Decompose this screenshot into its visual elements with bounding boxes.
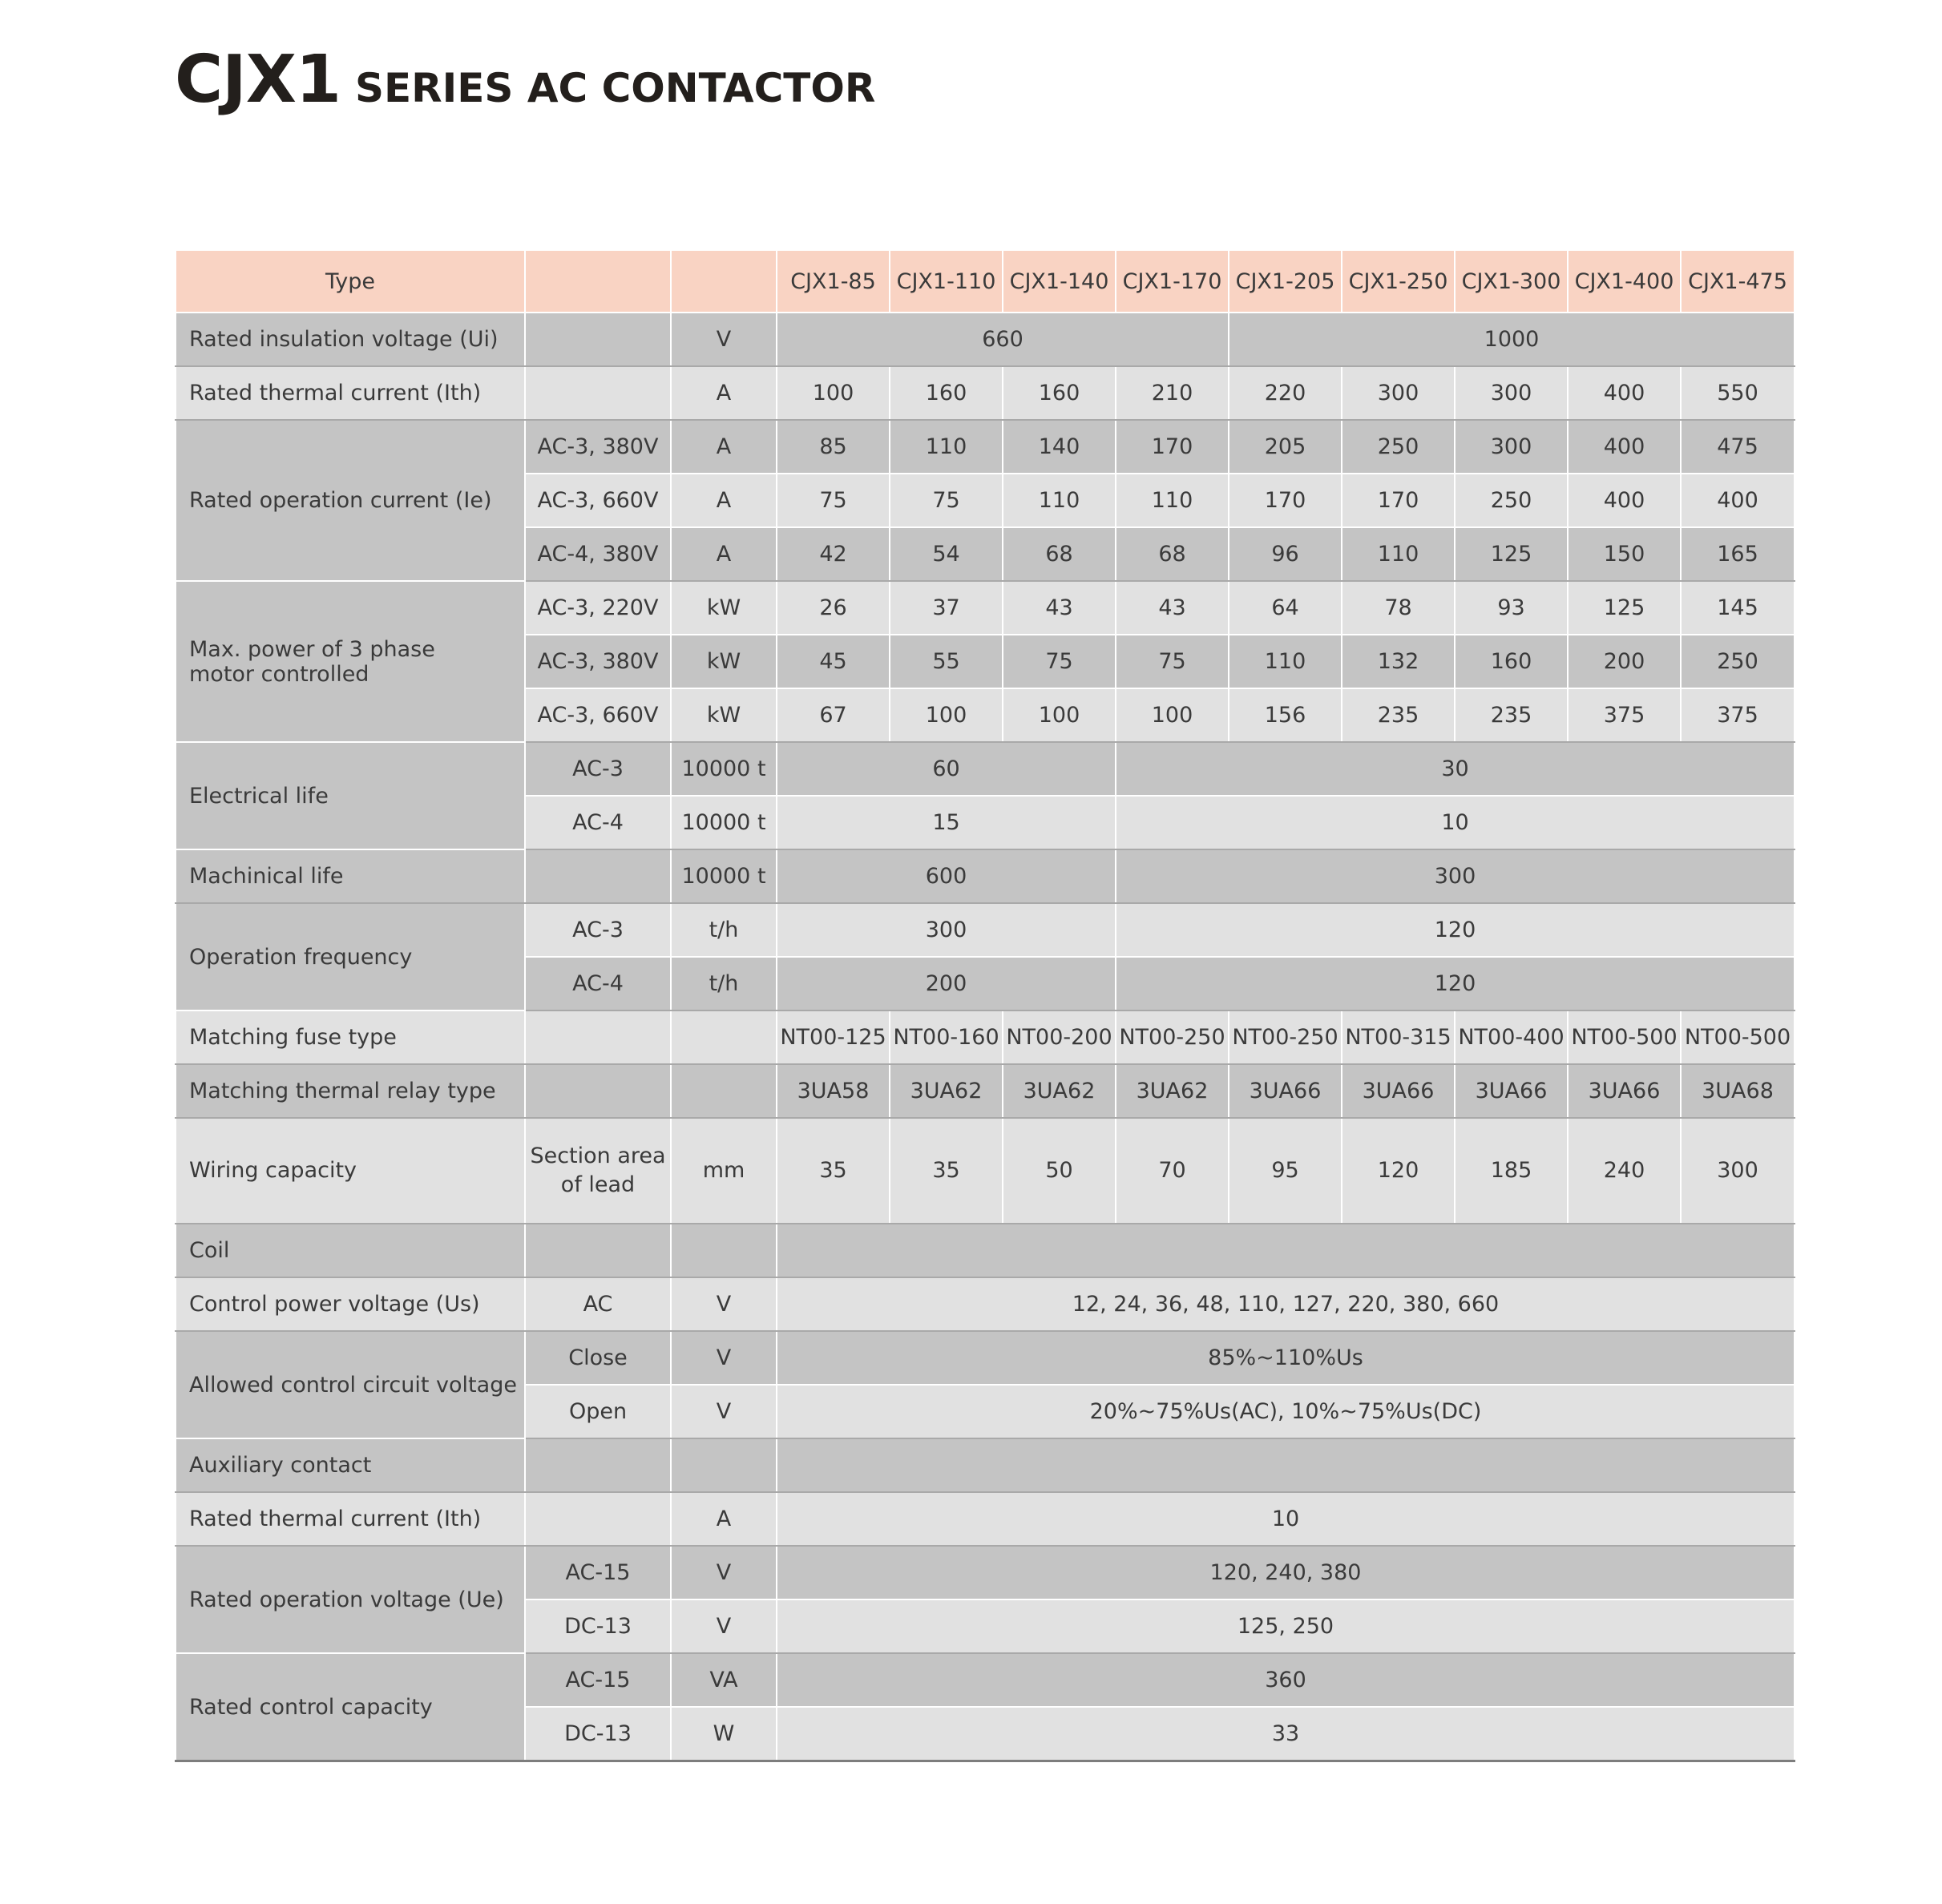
model-header: CJX1-85	[777, 250, 890, 313]
cond-cell: Close	[525, 1331, 671, 1385]
row-label: Rated operation current (Ie)	[176, 420, 525, 581]
value-cell: 400	[1568, 366, 1681, 420]
value-cell: 75	[1003, 635, 1116, 688]
value-cell: 360	[777, 1653, 1795, 1707]
unit-cell: V	[671, 1385, 777, 1438]
unit-cell	[671, 1224, 777, 1277]
model-header: CJX1-140	[1003, 250, 1116, 313]
value-cell: 150	[1568, 527, 1681, 581]
value-cell: 68	[1116, 527, 1229, 581]
value-cell: 43	[1003, 581, 1116, 635]
header-blank	[671, 250, 777, 313]
value-cell: 125, 250	[777, 1599, 1795, 1653]
value-cell: NT00-400	[1455, 1010, 1568, 1064]
row-label	[176, 581, 525, 742]
value-cell: 54	[890, 527, 1003, 581]
value-cell: 250	[1455, 474, 1568, 527]
unit-cell: V	[671, 1331, 777, 1385]
value-cell: 68	[1003, 527, 1116, 581]
unit-cell: V	[671, 1277, 777, 1331]
value-cell: NT00-500	[1568, 1010, 1681, 1064]
value-cell: 185	[1455, 1118, 1568, 1224]
table-row	[176, 903, 1795, 957]
value-cell: 235	[1455, 688, 1568, 742]
value-cell: 375	[1568, 688, 1681, 742]
value-cell: 3UA68	[1681, 1064, 1795, 1118]
unit-cell: 10000 t	[671, 796, 777, 849]
value-cell	[777, 1438, 1795, 1492]
value-cell: 26	[777, 581, 890, 635]
value-cell: NT00-160	[890, 1010, 1003, 1064]
value-cell: 220	[1229, 366, 1342, 420]
cond-cell: AC-15	[525, 1653, 671, 1707]
value-cell: 200	[1568, 635, 1681, 688]
value-cell: 120	[1116, 957, 1795, 1010]
page-title	[175, 42, 875, 118]
value-cell: 64	[1229, 581, 1342, 635]
value-cell: 3UA62	[890, 1064, 1003, 1118]
cond-cell: AC-4	[525, 957, 671, 1010]
row-label: Electrical life	[176, 742, 525, 849]
value-cell: 300	[1455, 420, 1568, 474]
table-row	[176, 742, 1795, 796]
cond-cell	[525, 1438, 671, 1492]
value-cell: 42	[777, 527, 890, 581]
value-cell: 660	[777, 313, 1229, 366]
value-cell: 3UA66	[1455, 1064, 1568, 1118]
model-header: CJX1-475	[1681, 250, 1795, 313]
value-cell: 300	[1116, 849, 1795, 903]
cond-cell: AC-4	[525, 796, 671, 849]
cond-cell	[525, 1118, 671, 1224]
model-header: CJX1-300	[1455, 250, 1568, 313]
row-label: Rated operation voltage (Ue)	[176, 1546, 525, 1653]
unit-cell: A	[671, 474, 777, 527]
title-subtitle: SERIES AC CONTACTOR	[354, 65, 876, 111]
value-cell: 132	[1342, 635, 1455, 688]
title-model: CJX1	[175, 42, 341, 118]
value-cell: 10	[1116, 796, 1795, 849]
table-row	[176, 1492, 1795, 1546]
value-cell: 96	[1229, 527, 1342, 581]
value-cell: 110	[890, 420, 1003, 474]
value-cell: 375	[1681, 688, 1795, 742]
value-cell: 160	[890, 366, 1003, 420]
row-label: Matching thermal relay type	[176, 1064, 525, 1118]
value-cell: 300	[1681, 1118, 1795, 1224]
table-row	[176, 366, 1795, 420]
cond-cell	[525, 313, 671, 366]
cond-cell: AC-3, 660V	[525, 688, 671, 742]
value-cell: 250	[1681, 635, 1795, 688]
row-label: Rated thermal current (Ith)	[176, 1492, 525, 1546]
value-cell: 1000	[1229, 313, 1795, 366]
value-cell: 140	[1003, 420, 1116, 474]
value-cell: 125	[1455, 527, 1568, 581]
value-cell: 70	[1116, 1118, 1229, 1224]
table-row	[176, 1438, 1795, 1492]
value-cell: 100	[890, 688, 1003, 742]
value-cell: 3UA62	[1003, 1064, 1116, 1118]
cell-line: Section area	[530, 1144, 666, 1168]
cond-cell: AC-3, 380V	[525, 420, 671, 474]
value-cell: 156	[1229, 688, 1342, 742]
value-cell: 93	[1455, 581, 1568, 635]
unit-cell: 10000 t	[671, 849, 777, 903]
model-header: CJX1-170	[1116, 250, 1229, 313]
value-cell: 3UA66	[1342, 1064, 1455, 1118]
row-label: Operation frequency	[176, 903, 525, 1010]
value-cell: 400	[1681, 474, 1795, 527]
unit-cell: VA	[671, 1653, 777, 1707]
value-cell: 300	[1455, 366, 1568, 420]
value-cell: 475	[1681, 420, 1795, 474]
value-cell: 120	[1116, 903, 1795, 957]
value-cell: 75	[890, 474, 1003, 527]
cond-cell: Open	[525, 1385, 671, 1438]
value-cell: 12, 24, 36, 48, 110, 127, 220, 380, 660	[777, 1277, 1795, 1331]
table-row	[176, 1277, 1795, 1331]
model-header: CJX1-400	[1568, 250, 1681, 313]
value-cell: 15	[777, 796, 1116, 849]
table-row	[176, 1224, 1795, 1277]
value-cell: 35	[777, 1118, 890, 1224]
value-cell: NT00-125	[777, 1010, 890, 1064]
value-cell: 3UA66	[1568, 1064, 1681, 1118]
table-row	[176, 250, 1795, 313]
value-cell: 160	[1455, 635, 1568, 688]
value-cell: 205	[1229, 420, 1342, 474]
value-cell: 250	[1342, 420, 1455, 474]
value-cell: 3UA58	[777, 1064, 890, 1118]
value-cell: 110	[1229, 635, 1342, 688]
cond-cell: DC-13	[525, 1599, 671, 1653]
table-row	[176, 1118, 1795, 1224]
value-cell: NT00-315	[1342, 1010, 1455, 1064]
cond-cell: DC-13	[525, 1707, 671, 1761]
unit-cell: A	[671, 420, 777, 474]
table-row	[176, 313, 1795, 366]
value-cell: 75	[777, 474, 890, 527]
row-label: Allowed control circuit voltage	[176, 1331, 525, 1438]
unit-cell: 10000 t	[671, 742, 777, 796]
header-blank	[525, 250, 671, 313]
row-label: Rated insulation voltage (Ui)	[176, 313, 525, 366]
cond-cell	[525, 1064, 671, 1118]
value-cell: 550	[1681, 366, 1795, 420]
table-row	[176, 1064, 1795, 1118]
table-row	[176, 1010, 1795, 1064]
row-label: Wiring capacity	[176, 1118, 525, 1224]
value-cell: 170	[1342, 474, 1455, 527]
cond-cell	[525, 1010, 671, 1064]
row-label: Matching fuse type	[176, 1010, 525, 1064]
value-cell: 165	[1681, 527, 1795, 581]
cell-line: Max. power of 3 phase	[189, 636, 435, 662]
value-cell: 85%~110%Us	[777, 1331, 1795, 1385]
value-cell: 170	[1116, 420, 1229, 474]
unit-cell: V	[671, 1599, 777, 1653]
value-cell: 240	[1568, 1118, 1681, 1224]
value-cell	[777, 1224, 1795, 1277]
section-label: Coil	[176, 1224, 525, 1277]
value-cell: 95	[1229, 1118, 1342, 1224]
row-label: Control power voltage (Us)	[176, 1277, 525, 1331]
table-row	[176, 420, 1795, 474]
unit-cell	[671, 1064, 777, 1118]
unit-cell: mm	[671, 1118, 777, 1224]
value-cell: 400	[1568, 420, 1681, 474]
value-cell: 35	[890, 1118, 1003, 1224]
value-cell: 50	[1003, 1118, 1116, 1224]
unit-cell	[671, 1010, 777, 1064]
value-cell: 120	[1342, 1118, 1455, 1224]
value-cell: 85	[777, 420, 890, 474]
table-row	[176, 1653, 1795, 1707]
unit-cell: kW	[671, 635, 777, 688]
header-type-label: Type	[176, 250, 525, 313]
cond-cell	[525, 849, 671, 903]
unit-cell: t/h	[671, 957, 777, 1010]
value-cell: 3UA66	[1229, 1064, 1342, 1118]
value-cell: 67	[777, 688, 890, 742]
model-header: CJX1-205	[1229, 250, 1342, 313]
cond-cell: AC	[525, 1277, 671, 1331]
cond-cell	[525, 1492, 671, 1546]
value-cell: 75	[1116, 635, 1229, 688]
value-cell: 43	[1116, 581, 1229, 635]
table-row	[176, 581, 1795, 635]
model-header: CJX1-110	[890, 250, 1003, 313]
value-cell: NT00-200	[1003, 1010, 1116, 1064]
value-cell: 37	[890, 581, 1003, 635]
value-cell: 125	[1568, 581, 1681, 635]
table-row	[176, 849, 1795, 903]
unit-cell: A	[671, 527, 777, 581]
value-cell: 20%~75%Us(AC), 10%~75%Us(DC)	[777, 1385, 1795, 1438]
spec-table	[175, 249, 1795, 1762]
value-cell: 78	[1342, 581, 1455, 635]
value-cell: 170	[1229, 474, 1342, 527]
cell-line: motor controlled	[189, 661, 369, 687]
value-cell: 10	[777, 1492, 1795, 1546]
unit-cell: A	[671, 1492, 777, 1546]
value-cell: 160	[1003, 366, 1116, 420]
value-cell: NT00-250	[1116, 1010, 1229, 1064]
value-cell: 30	[1116, 742, 1795, 796]
cell-line: of lead	[560, 1172, 636, 1197]
cond-cell	[525, 366, 671, 420]
cond-cell: AC-3, 380V	[525, 635, 671, 688]
cond-cell: AC-3	[525, 742, 671, 796]
unit-cell: A	[671, 366, 777, 420]
value-cell: 3UA62	[1116, 1064, 1229, 1118]
section-label: Auxiliary contact	[176, 1438, 525, 1492]
value-cell: 300	[777, 903, 1116, 957]
value-cell: 100	[777, 366, 890, 420]
cond-cell: AC-3, 220V	[525, 581, 671, 635]
row-label: Rated control capacity	[176, 1653, 525, 1761]
cond-cell: AC-3	[525, 903, 671, 957]
cond-cell: AC-3, 660V	[525, 474, 671, 527]
row-label: Machinical life	[176, 849, 525, 903]
value-cell: 45	[777, 635, 890, 688]
unit-cell: V	[671, 313, 777, 366]
value-cell: 110	[1003, 474, 1116, 527]
unit-cell	[671, 1438, 777, 1492]
unit-cell: t/h	[671, 903, 777, 957]
model-header: CJX1-250	[1342, 250, 1455, 313]
value-cell: 235	[1342, 688, 1455, 742]
value-cell: 60	[777, 742, 1116, 796]
row-label: Rated thermal current (Ith)	[176, 366, 525, 420]
value-cell: 33	[777, 1707, 1795, 1761]
value-cell: NT00-250	[1229, 1010, 1342, 1064]
value-cell: 110	[1116, 474, 1229, 527]
value-cell: 300	[1342, 366, 1455, 420]
value-cell: 55	[890, 635, 1003, 688]
table-row	[176, 1331, 1795, 1385]
value-cell: NT00-500	[1681, 1010, 1795, 1064]
value-cell: 400	[1568, 474, 1681, 527]
value-cell: 600	[777, 849, 1116, 903]
value-cell: 120, 240, 380	[777, 1546, 1795, 1599]
value-cell: 210	[1116, 366, 1229, 420]
value-cell: 100	[1116, 688, 1229, 742]
unit-cell: kW	[671, 688, 777, 742]
value-cell: 200	[777, 957, 1116, 1010]
table-row	[176, 1546, 1795, 1599]
unit-cell: kW	[671, 581, 777, 635]
cond-cell: AC-4, 380V	[525, 527, 671, 581]
value-cell: 110	[1342, 527, 1455, 581]
cond-cell	[525, 1224, 671, 1277]
value-cell: 145	[1681, 581, 1795, 635]
cond-cell: AC-15	[525, 1546, 671, 1599]
value-cell: 100	[1003, 688, 1116, 742]
unit-cell: V	[671, 1546, 777, 1599]
unit-cell: W	[671, 1707, 777, 1761]
